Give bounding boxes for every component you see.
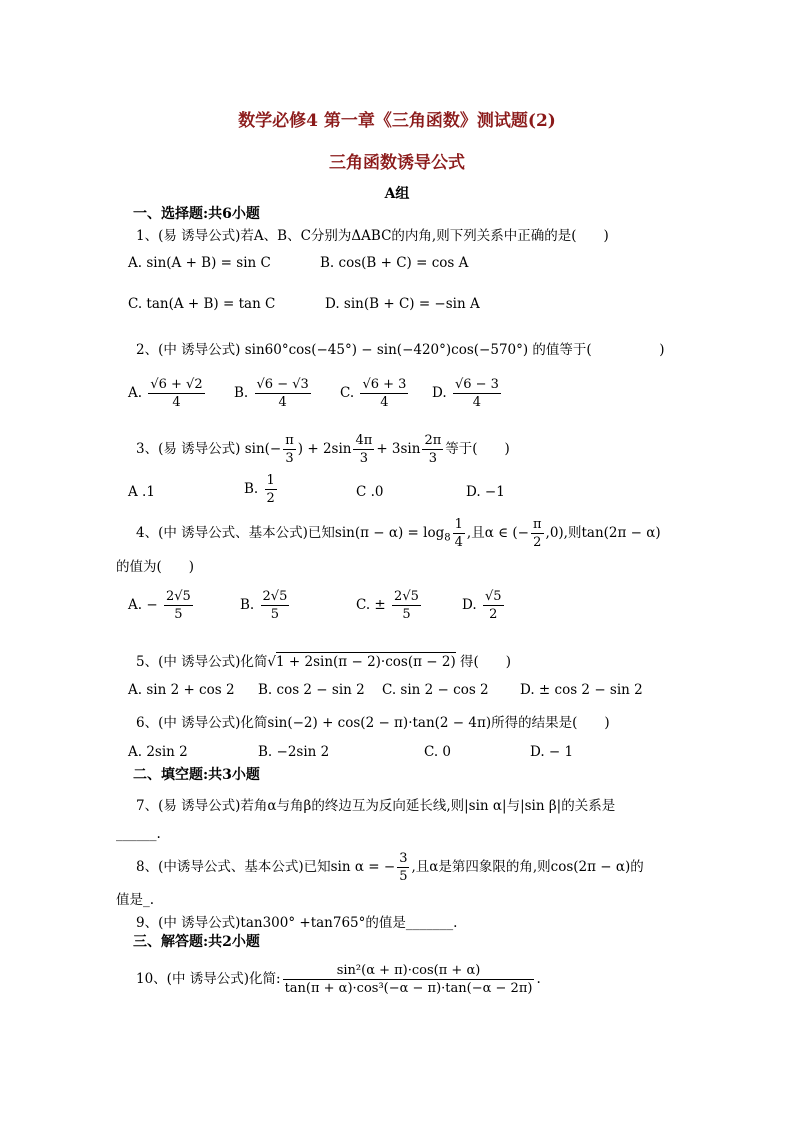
fraction — [283, 432, 296, 467]
stem-text: ,且α ∈ (− — [466, 525, 529, 541]
question-3-option-b — [244, 472, 279, 507]
fraction — [261, 588, 290, 623]
stem-text: 等于( ) — [445, 441, 510, 457]
question-7-blank: ______. — [116, 826, 161, 842]
stem-text: 5、(中 诱导公式)化简 — [136, 654, 268, 670]
numerator: √6 + √2 — [150, 377, 203, 392]
fraction — [392, 588, 421, 623]
numerator: 1 — [266, 473, 275, 488]
question-6-option-b: B. −2sin 2 — [258, 744, 330, 760]
fraction — [531, 516, 544, 551]
denominator: 3 — [428, 451, 437, 466]
numerator: sin²(α + π)·cos(π + α) — [283, 962, 535, 980]
question-5-option-c: C. sin 2 − cos 2 — [382, 682, 489, 698]
stem-text: ,0),则tan(2π − α) — [545, 525, 661, 541]
question-5-stem: 5、(中 诱导公式)化简√1 + 2sin(π − 2)·cos(π − 2) 得( ) — [136, 654, 512, 670]
numerator: 1 — [454, 517, 463, 532]
question-2-stem: 2、(中 诱导公式) sin60°cos(−45°) − sin(−420°)cos(−570°) 的值等于( ) — [136, 342, 665, 358]
fraction — [483, 588, 504, 623]
question-6-option-a: A. 2sin 2 — [128, 744, 188, 760]
question-5-option-b: B. cos 2 − sin 2 — [258, 682, 365, 698]
question-8-stem — [136, 850, 644, 885]
page-subtitle: 三角函数诱导公式 — [329, 153, 465, 173]
question-10-stem — [136, 962, 541, 997]
option-label: C. — [340, 385, 355, 401]
denominator: 2 — [266, 491, 275, 506]
question-5-option-d: D. ± cos 2 − sin 2 — [520, 682, 643, 698]
section-heading-answer: 三、解答题:共2小题 — [133, 934, 260, 950]
stem-text: 3、(易 诱导公式) sin(− — [136, 441, 282, 457]
page-title: 数学必修4 第一章《三角函数》测试题(2) — [238, 111, 556, 131]
fraction — [164, 588, 193, 623]
numerator: 2√5 — [165, 589, 191, 604]
numerator: 3 — [399, 851, 408, 866]
option-label: B. — [240, 597, 255, 613]
radicand: 1 + 2sin(π − 2)·cos(π − 2) — [276, 654, 456, 670]
numerator: √5 — [484, 589, 502, 604]
question-5-option-a: A. sin 2 + cos 2 — [128, 682, 235, 698]
group-label: A组 — [384, 186, 410, 202]
denominator: 5 — [402, 607, 411, 622]
denominator: 4 — [454, 535, 463, 550]
option-label: B. — [244, 481, 259, 497]
denominator: tan(π + α)·cos³(−α − π)·tan(−α − 2π) — [284, 981, 533, 996]
question-4-stem-line2: 的值为( ) — [116, 559, 195, 575]
stem-text: + 3sin — [376, 441, 421, 457]
stem-text: 得( ) — [460, 654, 512, 670]
question-1-option-b: B. cos(B + C) = cos A — [320, 255, 469, 271]
denominator: 3 — [359, 451, 369, 466]
question-2-option-b — [234, 376, 313, 411]
question-3-option-d: D. −1 — [466, 484, 505, 500]
stem-text: 4、(中 诱导公式、基本公式)已知sin(π − α) = log — [136, 525, 445, 541]
section-heading-fill: 二、填空题:共3小题 — [133, 767, 260, 783]
question-4-option-c — [356, 588, 423, 623]
numerator: √6 − 3 — [454, 377, 499, 392]
question-4-option-b — [240, 588, 291, 623]
question-8-stem-line2: 值是_. — [116, 892, 155, 908]
question-1-option-a: A. sin(A + B) = sin C — [128, 255, 271, 271]
question-6-option-c: C. 0 — [424, 744, 452, 760]
option-label: A. — [128, 385, 143, 401]
denominator: 4 — [172, 395, 181, 410]
numerator: √6 + 3 — [362, 377, 407, 392]
question-4-stem — [136, 516, 661, 551]
fraction — [283, 962, 535, 997]
denominator: 4 — [380, 395, 389, 410]
numerator: 2√5 — [394, 589, 419, 604]
question-4-option-a — [128, 588, 195, 623]
denominator: 4 — [278, 395, 287, 410]
question-1-option-c: C. tan(A + B) = tan C — [128, 296, 276, 312]
fraction — [265, 472, 277, 507]
denominator: 4 — [472, 395, 482, 410]
fraction — [397, 850, 409, 885]
denominator: 3 — [285, 451, 294, 466]
fraction — [453, 376, 501, 411]
stem-text: ,且α是第四象限的角,则cos(2π − α)的 — [411, 859, 644, 875]
option-label: C. ± — [356, 597, 386, 613]
question-3-option-a: A .1 — [128, 484, 155, 500]
fraction — [148, 376, 204, 411]
option-label: D. — [432, 385, 447, 401]
denominator: 5 — [174, 607, 183, 622]
denominator: 5 — [399, 869, 408, 884]
denominator: 5 — [270, 607, 280, 622]
option-label: B. — [234, 385, 249, 401]
denominator: 2 — [489, 607, 498, 622]
question-3-stem — [136, 432, 510, 467]
stem-text: 8、(中诱导公式、基本公式)已知sin α = − — [136, 859, 396, 875]
question-9-stem: 9、(中 诱导公式)tan300° +tan765°的值是_______. — [136, 915, 458, 931]
question-2-option-c — [340, 376, 410, 411]
question-6-stem: 6、(中 诱导公式)化简sin(−2) + cos(2 − π)·tan(2 − 4π)所得的结果是( ) — [136, 715, 610, 731]
option-label: A. − — [128, 597, 158, 613]
question-2-option-a — [128, 376, 207, 411]
numerator: 2√5 — [262, 589, 288, 604]
option-label: D. — [462, 597, 477, 613]
numerator: 4π — [355, 433, 373, 448]
question-2-option-d — [432, 376, 503, 411]
stem-text: . — [536, 971, 541, 987]
fraction — [255, 376, 311, 411]
question-4-option-d — [462, 588, 506, 623]
fraction — [453, 516, 465, 551]
numerator: 2π — [424, 433, 442, 448]
question-7-stem: 7、(易 诱导公式)若角α与角β的终边互为反向延长线,则|sin α|与|sin β|的关系是 — [136, 798, 616, 814]
fraction — [422, 432, 443, 467]
fraction — [353, 432, 374, 467]
log-base: 8 — [444, 532, 451, 544]
question-1-stem: 1、(易 诱导公式)若A、B、C分别为ΔABC的内角,则下列关系中正确的是( ) — [136, 228, 609, 244]
numerator: π — [285, 433, 294, 448]
numerator: √6 − √3 — [256, 377, 309, 392]
stem-text: ) + 2sin — [297, 441, 352, 457]
section-heading-choice: 一、选择题:共6小题 — [133, 206, 260, 222]
numerator: π — [532, 517, 542, 532]
stem-text: 10、(中 诱导公式)化简: — [136, 971, 281, 987]
question-6-option-d: D. − 1 — [530, 744, 574, 760]
denominator: 2 — [533, 535, 542, 550]
question-3-option-c: C .0 — [356, 484, 384, 500]
fraction — [360, 376, 408, 411]
question-1-option-d: D. sin(B + C) = −sin A — [325, 296, 480, 312]
